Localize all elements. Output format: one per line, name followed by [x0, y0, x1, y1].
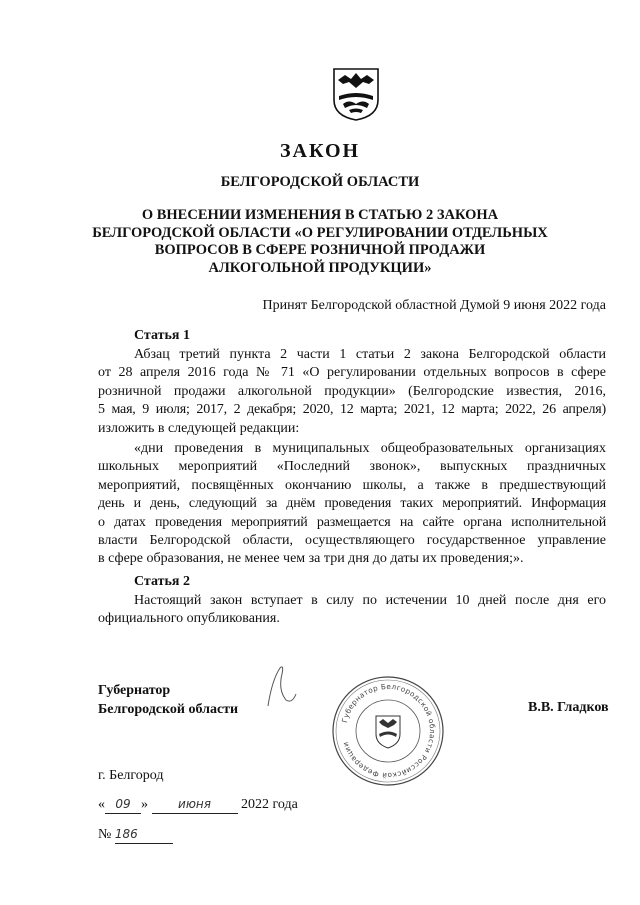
- text-line: в сфере образования, не менее чем за три дня до даты их проведения;».: [98, 551, 524, 567]
- text-line: день и день, следующий за днём проведения таких мероприятий. Информация: [98, 496, 606, 512]
- heading-line: БЕЛГОРОДСКОЙ ОБЛАСТИ «О РЕГУЛИРОВАНИИ ОТДЕЛЬНЫХ: [92, 224, 548, 241]
- adoption-line: Принят Белгородской областной Думой 9 июня 2022 года: [262, 298, 606, 313]
- signatory-name: В.В. Гладков: [528, 700, 609, 715]
- text-line: 5 мая, 9 июля; 2017, 2 декабря; 2020, 12 марта; 2021, 12 марта; 2022, 26 апреля): [98, 402, 606, 418]
- article-1-title: Статья 1: [134, 328, 190, 343]
- text-line: власти Белгородской области, осуществляющего государственное управление: [98, 533, 606, 549]
- signature-mark: [262, 660, 302, 712]
- coat-of-arms-emblem: [331, 66, 381, 122]
- number-label: №: [98, 827, 112, 842]
- document-subtitle: БЕЛГОРОДСКОЙ ОБЛАСТИ: [220, 174, 420, 190]
- text-line: официального опубликования.: [98, 611, 280, 627]
- document-title: ЗАКОН: [279, 140, 361, 162]
- svg-text:Губернатор Белгородской област: Губернатор Белгородской области Российской Федерации: [339, 681, 438, 781]
- text-line: о датах проведения мероприятий размещается на сайте органа исполнительной: [98, 514, 606, 530]
- document-heading: [0, 207, 640, 277]
- heading-line: О ВНЕСЕНИИ ИЗМЕНЕНИЯ В СТАТЬЮ 2 ЗАКОНА: [141, 207, 499, 223]
- heading-line: ВОПРОСОВ В СФЕРЕ РОЗНИЧНОЙ ПРОДАЖИ: [154, 242, 486, 258]
- date-day: 09: [105, 797, 141, 814]
- city-line: г. Белгород: [98, 768, 164, 783]
- position-line: Белгородской области: [98, 702, 239, 717]
- article-1-intro: [98, 346, 606, 438]
- text-line: розничной продажи алкогольной продукции» (Белгородские известия, 2016,: [98, 383, 606, 399]
- text-line: от 28 апреля 2016 года № 71 «О регулировании отдельных вопросов в сфере: [98, 365, 606, 381]
- article-2-title: Статья 2: [134, 574, 190, 589]
- article-2-body: [98, 592, 606, 629]
- text-line: Настоящий закон вступает в силу по истечении 10 дней после дня его: [134, 593, 606, 608]
- position-line: Губернатор: [98, 683, 171, 698]
- document-number: 186: [115, 827, 173, 844]
- date-open-quote: «: [98, 797, 105, 812]
- text-line: Абзац третий пункта 2 части 1 статьи 2 закона Белгородской области: [134, 347, 606, 362]
- date-close-quote: »: [141, 797, 148, 812]
- date-month: июня: [152, 797, 238, 814]
- signatory-position: [98, 681, 238, 719]
- text-line: школьных мероприятий «Последний звонок», выпускных праздничных: [98, 459, 606, 475]
- heading-line: АЛКОГОЛЬНОЙ ПРОДУКЦИИ»: [208, 259, 432, 276]
- date-line: [98, 797, 298, 814]
- text-line: «дни проведения в муниципальных общеобразовательных организациях: [134, 441, 606, 456]
- article-1-quote: [98, 440, 606, 569]
- text-line: мероприятий, посвящённых окончанию школы, а также в предшествующий: [98, 477, 606, 493]
- text-line: изложить в следующей редакции:: [98, 420, 300, 436]
- document-number-line: [98, 827, 173, 844]
- official-seal: [330, 674, 446, 788]
- date-year: 2022 года: [241, 797, 298, 812]
